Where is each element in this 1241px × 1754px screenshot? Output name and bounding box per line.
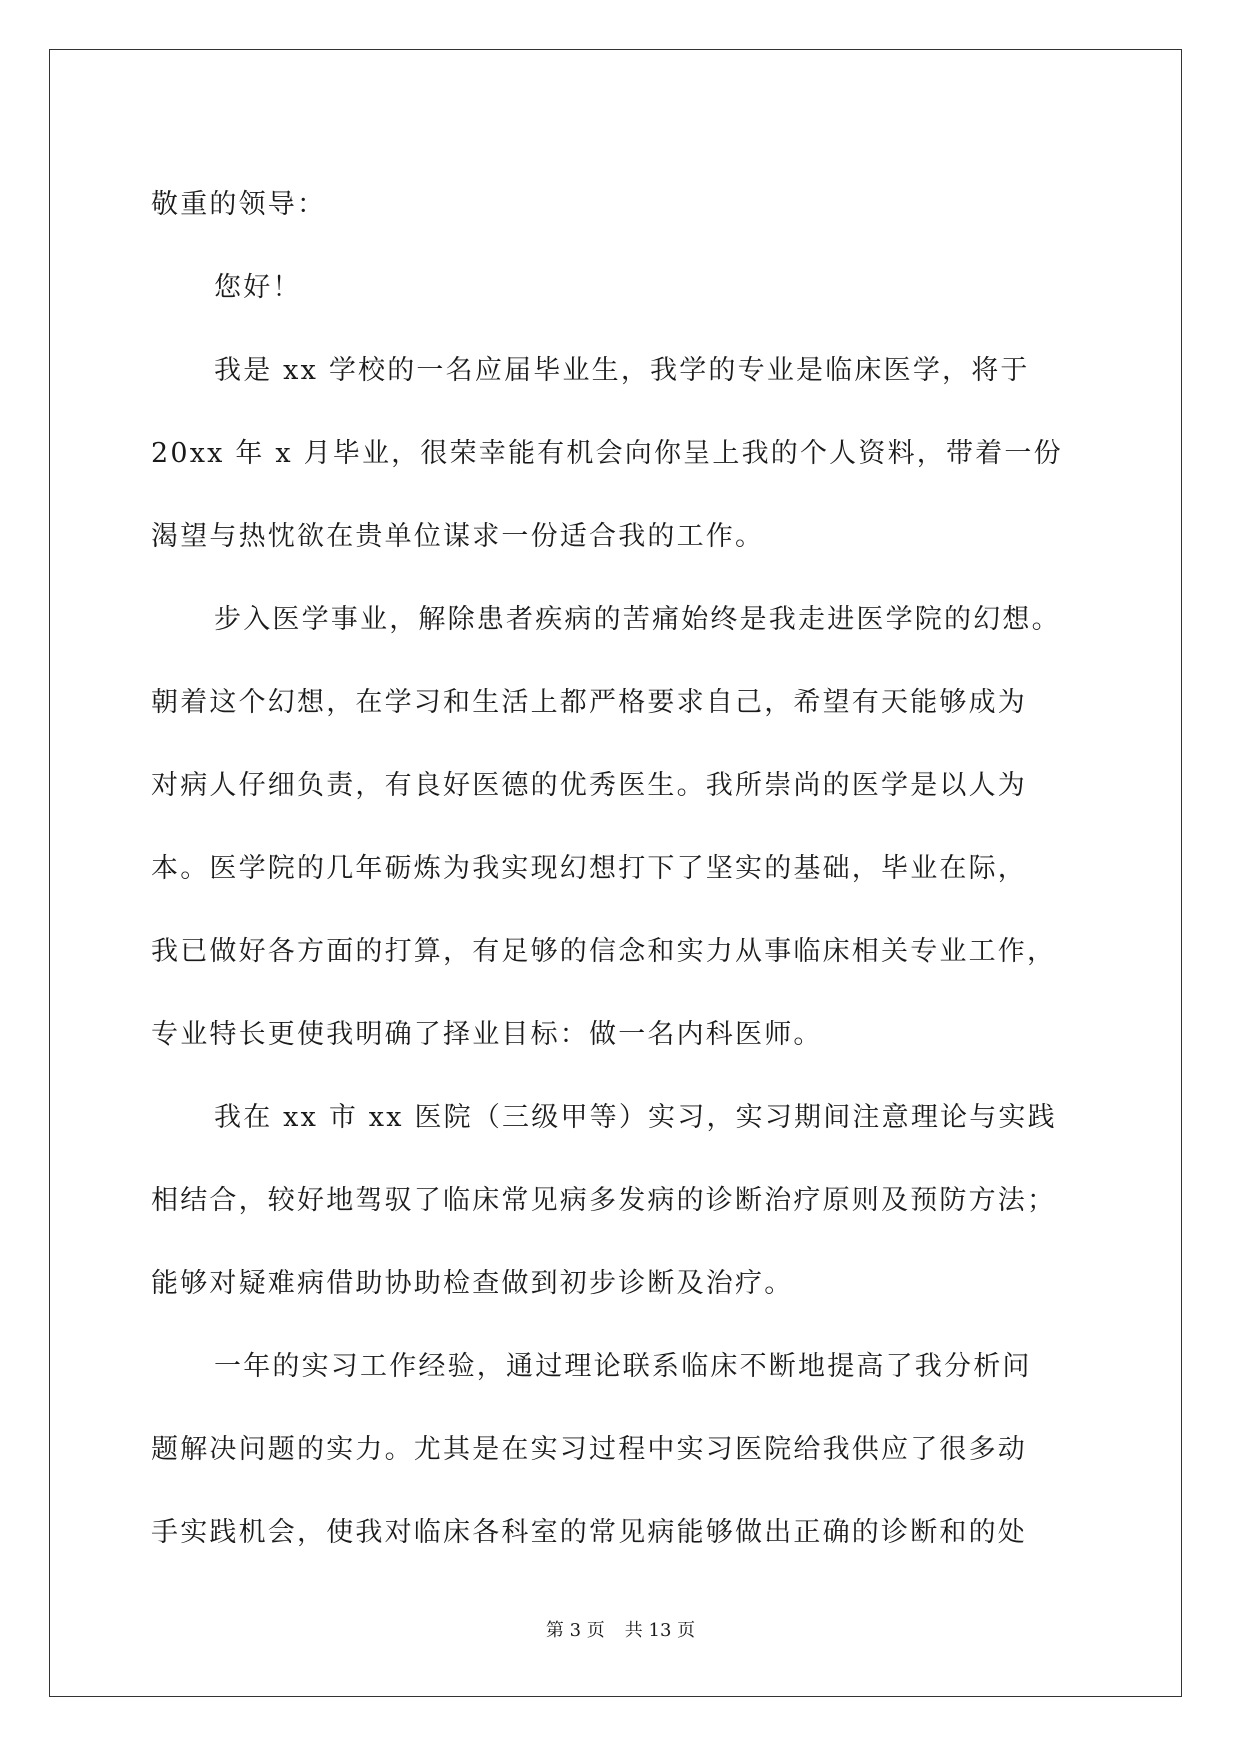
text-line: 20xx 年 x 月毕业，很荣幸能有机会向你呈上我的个人资料，带着一份 xyxy=(151,438,1063,469)
text-line: 能够对疑难病借助协助检查做到初步诊断及治疗。 xyxy=(151,1268,794,1299)
letter-paragraphs xyxy=(151,329,1087,1574)
text-line: 步入医学事业，解除患者疾病的苦痛始终是我走进医学院的幻想。 xyxy=(214,604,1061,635)
text-line: 相结合，较好地驾驭了临床常见病多发病的诊断治疗原则及预防方法； xyxy=(151,1185,1057,1216)
text-line: 一年的实习工作经验，通过理论联系临床不断地提高了我分析问 xyxy=(214,1351,1032,1382)
text-line: 题解决问题的实力。尤其是在实习过程中实习医院给我供应了很多动 xyxy=(151,1434,1027,1465)
text-line: 朝着这个幻想，在学习和生活上都严格要求自己，希望有天能够成为 xyxy=(151,687,1027,718)
text-line: 专业特长更使我明确了择业目标：做一名内科医师。 xyxy=(151,1019,823,1050)
page-footer xyxy=(0,1616,1241,1642)
text-line: 手实践机会，使我对临床各科室的常见病能够做出正确的诊断和的处 xyxy=(151,1517,1027,1548)
text-line: 渴望与热忱欲在贵单位谋求一份适合我的工作。 xyxy=(151,521,765,552)
text-line: 对病人仔细负责，有良好医德的优秀医生。我所崇尚的医学是以人为 xyxy=(151,770,1027,801)
document-body xyxy=(151,163,1087,1574)
page-number: 第 3 页 xyxy=(545,1620,605,1641)
salutation: 敬重的领导： xyxy=(151,189,327,220)
page-total: 共 13 页 xyxy=(624,1620,696,1641)
greeting: 您好！ xyxy=(214,272,302,303)
text-line: 我已做好各方面的打算，有足够的信念和实力从事临床相关专业工作， xyxy=(151,936,1057,967)
text-line: 我是 xx 学校的一名应届毕业生，我学的专业是临床医学，将于 xyxy=(214,355,1030,386)
text-line: 本。医学院的几年砺炼为我实现幻想打下了坚实的基础，毕业在际， xyxy=(151,853,1027,884)
text-line: 我在 xx 市 xx 医院（三级甲等）实习，实习期间注意理论与实践 xyxy=(214,1102,1057,1133)
